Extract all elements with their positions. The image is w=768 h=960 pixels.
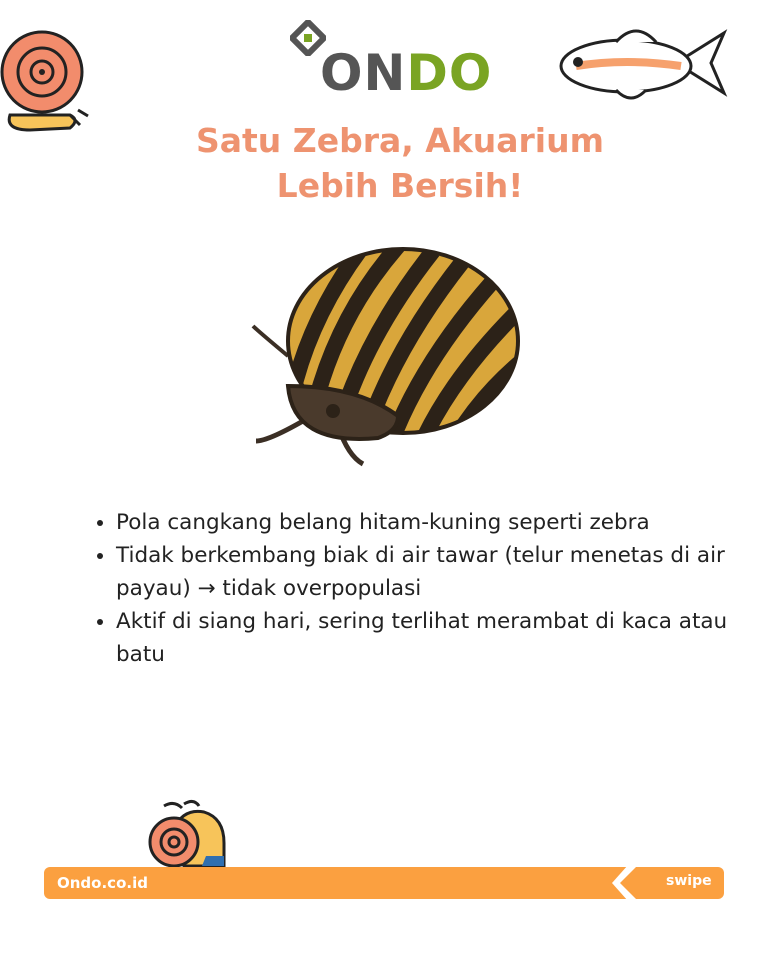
brand-logo (290, 20, 493, 102)
feature-list (90, 506, 736, 671)
logo-text-do: DO (406, 44, 493, 102)
fish-icon (556, 18, 728, 108)
title-line-2: Lebih Bersih! (276, 166, 524, 205)
logo-text (320, 44, 493, 102)
logo-text-on: ON (320, 44, 407, 102)
list-item: • Aktif di siang hari, sering terlihat merambat di kaca atau batu (116, 605, 736, 671)
site-link[interactable]: Ondo.co.id (57, 874, 148, 892)
title-line-1: Satu Zebra, Akuarium (195, 121, 604, 160)
list-item: • Pola cangkang belang hitam-kuning seperti zebra (116, 506, 736, 539)
list-item: • Tidak berkembang biak di air tawar (telur menetas di air payau) → tidak overpopulasi (116, 539, 736, 605)
swipe-arrow-icon[interactable] (606, 862, 646, 904)
swipe-label[interactable]: swipe (666, 873, 712, 889)
zebra-snail-illustration (248, 246, 523, 468)
small-snail-icon (144, 798, 230, 870)
